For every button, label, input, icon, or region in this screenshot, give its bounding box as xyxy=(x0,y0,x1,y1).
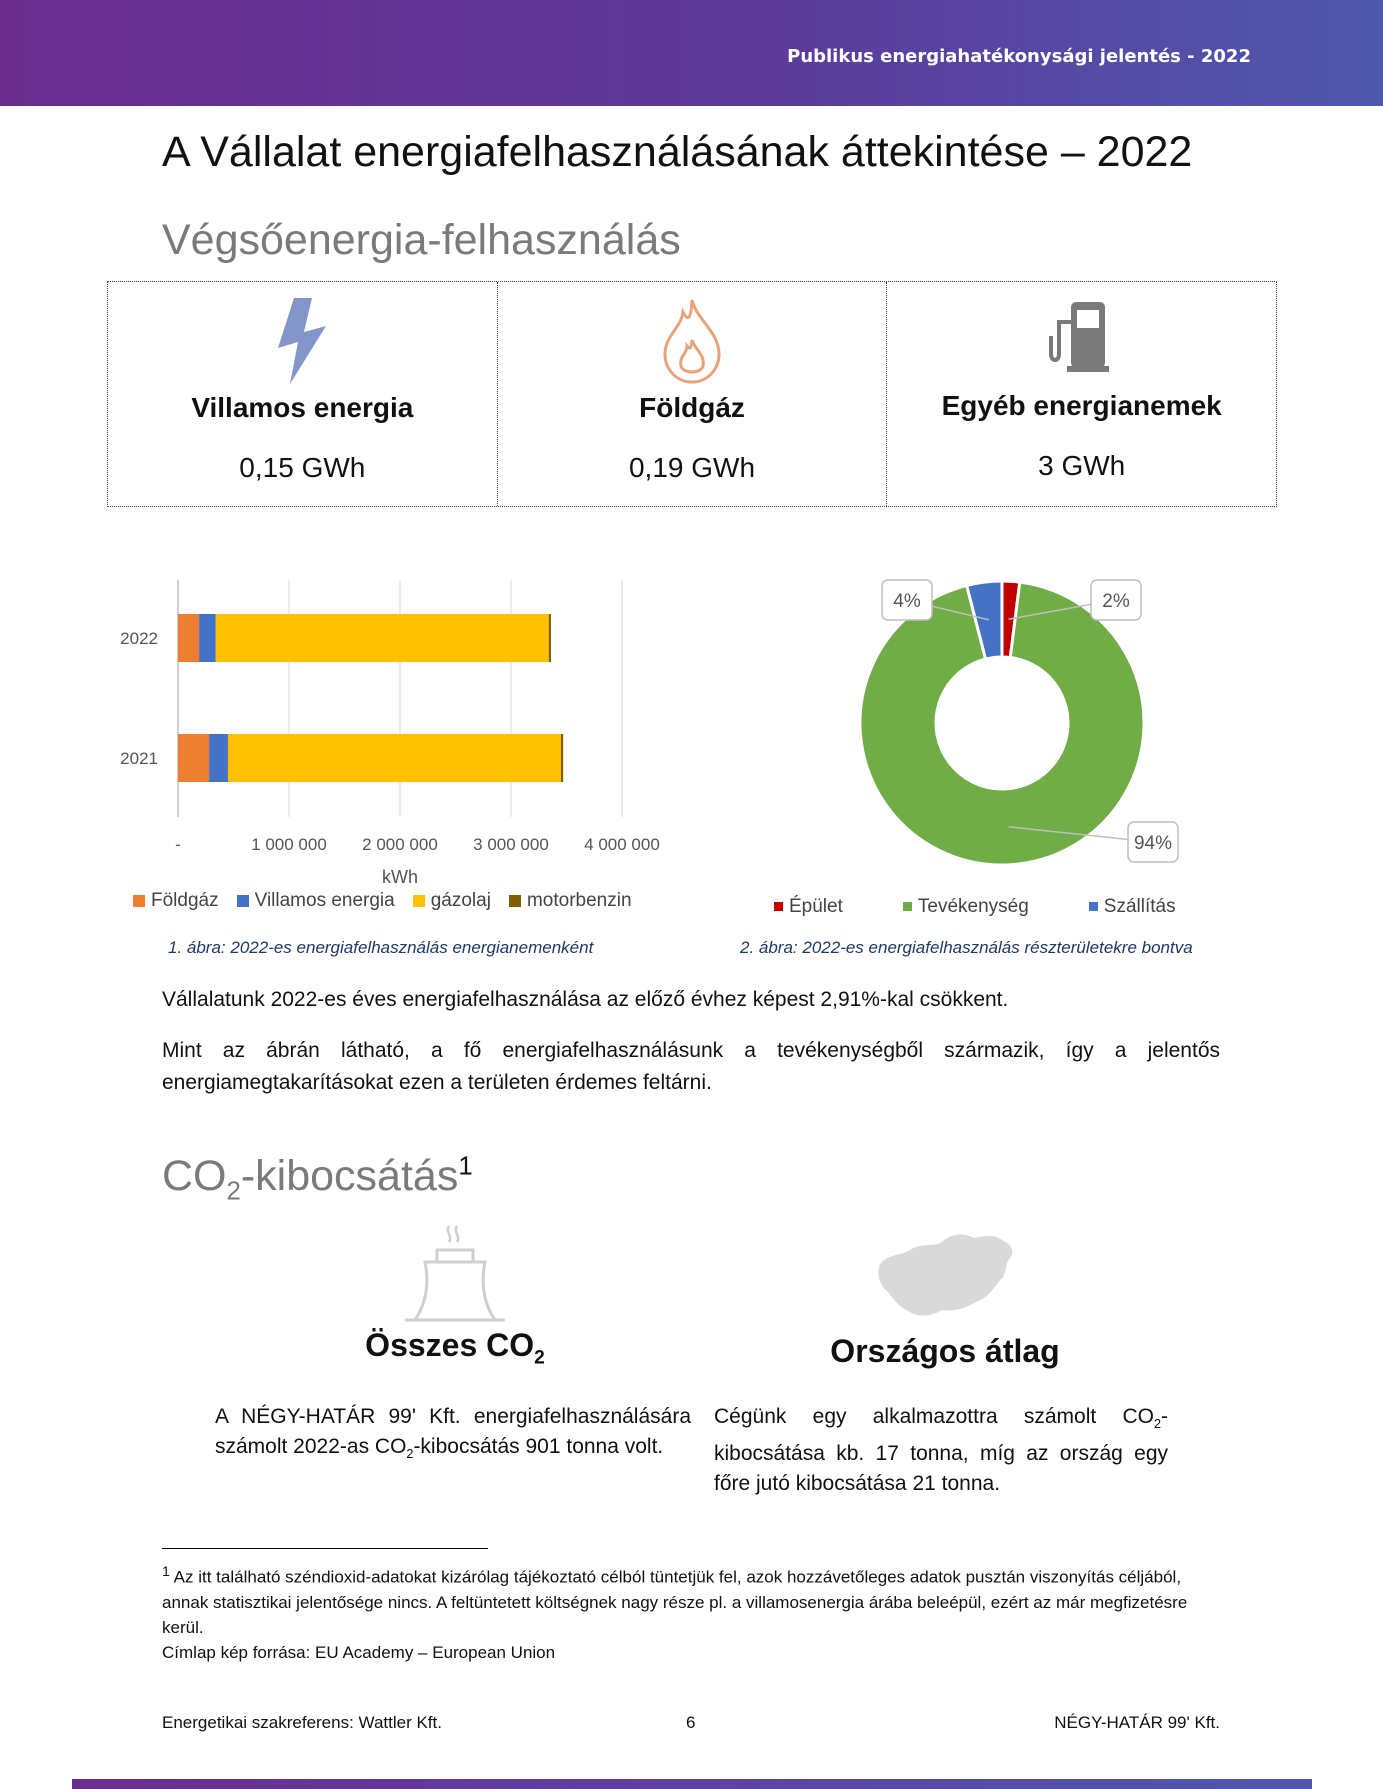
card-label: Földgáz xyxy=(639,392,745,423)
bar-segment xyxy=(228,734,561,782)
footnote: $^1$ Az itt található széndioxid-adatokat kizárólag tájékoztató célból tüntetjük fel, azok hozzávetőleges adatok pusztán viszonyítás céljából, annak statisztikai jelentősége nincs. A feltüntetett költségnek nagy része pl. a villamosenergia árába beleépül, ezért az már megfizetésre kerül. Címlap kép forrása: EU Academy – European Union xyxy=(162,1564,1188,1662)
co2-national-block xyxy=(820,1228,1070,1370)
co2-total-label: Összes $CO_2$ xyxy=(365,1327,545,1369)
bar-segment xyxy=(199,614,216,662)
data-label: 2% xyxy=(1102,591,1130,612)
card-value: 0,15 GWh xyxy=(239,452,366,483)
footer-right: NÉGY-HATÁR 99' Kft. xyxy=(1054,1713,1220,1732)
data-label: 4% xyxy=(893,591,921,612)
legend-item: motorbenzin xyxy=(509,890,632,912)
energy-by-area-donut-chart xyxy=(840,570,1280,890)
legend-item: Szállítás xyxy=(1089,896,1176,918)
card-label: Egyéb energianemek xyxy=(941,390,1222,421)
figure-caption-1: 1. ábra: 2022-es energiafelhasználás energianemenként xyxy=(168,938,594,957)
paragraph-energy-source: Mint az ábrán látható, a fő energiafelhasználásunk a tevékenységből származik, így a jelentős energiamegtakarításokat ezen a területen érdemes feltárni. xyxy=(162,1039,1220,1094)
card-value: 3 GWh xyxy=(1038,450,1126,481)
co2-total-block xyxy=(330,1222,580,1369)
co2-total-text: A NÉGY-HATÁR 99' Kft. energiafelhasználására számolt 2022-as $CO_2$-kibocsátás 901 tonna volt. xyxy=(215,1405,691,1462)
data-label: 94% xyxy=(1133,833,1173,854)
x-tick-label: 4 000 000 xyxy=(584,835,660,854)
x-tick-label: - xyxy=(175,835,181,854)
section-title-final-energy: Végsőenergia-felhasználás xyxy=(162,216,681,264)
bar-segment xyxy=(549,614,551,662)
card-natural-gas xyxy=(497,282,887,506)
lightning-icon xyxy=(272,296,332,391)
legend-item: Földgáz xyxy=(133,890,219,912)
section-title-co2: $CO_2-kibocsátás^1$ xyxy=(162,1152,473,1206)
card-label: Villamos energia xyxy=(191,392,414,423)
report-header-title: Publikus energiahatékonysági jelentés - 2022 xyxy=(787,46,1251,67)
legend-item: Épület xyxy=(774,896,843,918)
card-electricity xyxy=(108,282,497,506)
page-number: 6 xyxy=(686,1713,696,1732)
cover-image-credit: Címlap kép forrása: EU Academy – European Union xyxy=(162,1642,556,1662)
factory-icon xyxy=(330,1222,580,1327)
bar-segment xyxy=(561,734,563,782)
footnote-divider xyxy=(162,1548,488,1549)
footnote-text: Az itt található széndioxid-adatokat kizárólag tájékoztató célból tüntetjük fel, azok hozzávetőleges adatok pusztán viszonyítás céljából, annak statisztikai jelentősége nincs. A feltüntetett költségnek nagy része pl. a villamosenergia árába beleépül, ezért az már megfizetésre kerül. xyxy=(162,1567,1188,1637)
bar-segment xyxy=(216,614,549,662)
bottom-bar xyxy=(72,1779,1312,1789)
y-category-label: 2022 xyxy=(120,629,158,648)
figure-caption-2: 2. ábra: 2022-es energiafelhasználás részterületekre bontva xyxy=(740,938,1193,957)
x-tick-label: 2 000 000 xyxy=(362,835,438,854)
legend-item: Villamos energia xyxy=(237,890,395,912)
bar-segment xyxy=(178,614,199,662)
bar-chart-legend xyxy=(133,890,632,912)
energy-summary-cards xyxy=(107,281,1277,507)
page-title: A Vállalat energiafelhasználásának áttekintése – 2022 xyxy=(162,128,1193,176)
bar-segment xyxy=(209,734,228,782)
paragraph-energy-change: Vállalatunk 2022-es éves energiafelhasználása az előző évhez képest 2,91%-kal csökkent. xyxy=(162,988,1009,1011)
hungary-map-icon xyxy=(820,1228,1070,1329)
bar-segment xyxy=(178,734,209,782)
donut-chart-legend xyxy=(774,896,1176,918)
x-tick-label: 1 000 000 xyxy=(251,835,327,854)
fuel-pump-icon xyxy=(1047,296,1117,381)
co2-national-label: Országos átlag xyxy=(830,1333,1060,1369)
y-category-label: 2021 xyxy=(120,749,158,768)
legend-item: gázolaj xyxy=(413,890,491,912)
card-value: 0,19 GWh xyxy=(628,452,756,483)
flame-icon xyxy=(657,296,727,391)
legend-item: Tevékenység xyxy=(903,896,1029,918)
footer-left: Energetikai szakreferens: Wattler Kft. xyxy=(162,1713,442,1732)
co2-national-text: Cégünk egy alkalmazottra számolt $CO_2$-kibocsátása kb. 17 tonna, míg az ország egy főre jutó kibocsátása 21 tonna. xyxy=(714,1405,1168,1496)
x-axis-label: kWh xyxy=(382,867,418,887)
x-tick-label: 3 000 000 xyxy=(473,835,549,854)
card-other-energy xyxy=(886,282,1276,506)
energy-by-type-bar-chart xyxy=(100,570,700,890)
header-bar xyxy=(0,0,1383,106)
